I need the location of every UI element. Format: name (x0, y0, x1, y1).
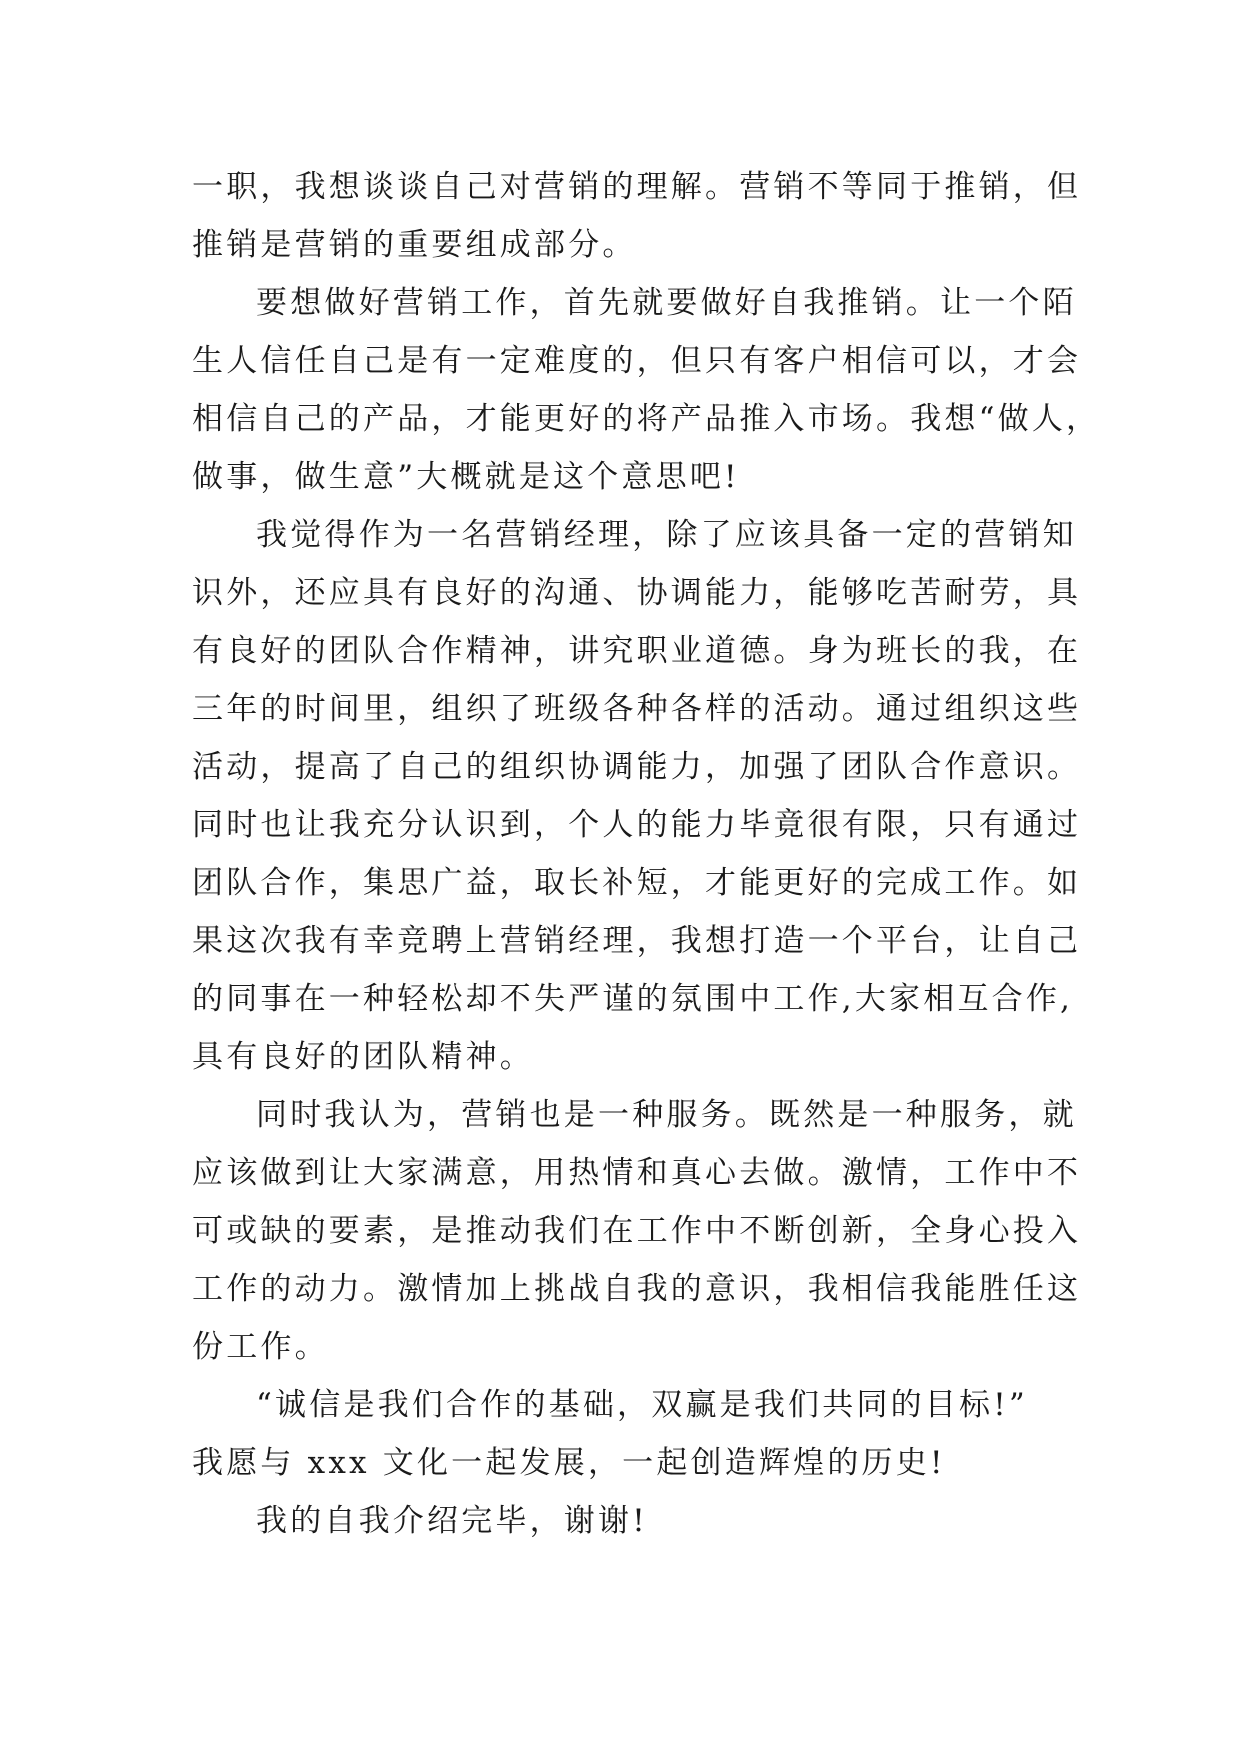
text-line: 做事，做生意”大概就是这个意思吧! (192, 459, 740, 495)
text-line: 具有良好的团队精神。 (192, 1039, 534, 1075)
text-line: 团队合作，集思广益，取长补短，才能更好的完成工作。如 (192, 865, 1082, 901)
text-line: 识外，还应具有良好的沟通、协调能力，能够吃苦耐劳，具 (192, 575, 1082, 611)
text-line: 生人信任自己是有一定难度的，但只有客户相信可以，才会 (192, 343, 1082, 379)
text-line: 份工作。 (192, 1329, 329, 1365)
text-line: 应该做到让大家满意，用热情和真心去做。激情，工作中不 (192, 1155, 1082, 1191)
paragraph-start-line: 我觉得作为一名营销经理，除了应该具备一定的营销知 (256, 517, 1077, 553)
text-line: 工作的动力。激情加上挑战自我的意识，我相信我能胜任这 (192, 1271, 1082, 1307)
paragraph-start-line: 要想做好营销工作，首先就要做好自我推销。让一个陌 (256, 285, 1077, 321)
text-line: 相信自己的产品，才能更好的将产品推入市场。我想“做人， (192, 401, 1101, 437)
text-line: 有良好的团队合作精神，讲究职业道德。身为班长的我，在 (192, 633, 1082, 669)
text-line: 的同事在一种轻松却不失严谨的氛围中工作,大家相互合作, (192, 981, 1074, 1017)
paragraph-start-line: “诚信是我们合作的基础，双赢是我们共同的目标!” (256, 1387, 1028, 1423)
text-line: 同时也让我充分认识到，个人的能力毕竟很有限，只有通过 (192, 807, 1082, 843)
text-line: 可或缺的要素，是推动我们在工作中不断创新，全身心投入 (192, 1213, 1082, 1249)
text-line: 三年的时间里，组织了班级各种各样的活动。通过组织这些 (192, 691, 1082, 727)
text-line: 推销是营销的重要组成部分。 (192, 227, 637, 263)
text-line: 活动，提高了自己的组织协调能力，加强了团队合作意识。 (192, 749, 1082, 785)
text-line: 我愿与 xxx 文化一起发展，一起创造辉煌的历史! (192, 1445, 946, 1481)
paragraph-start-line: 我的自我介绍完毕，谢谢! (256, 1503, 648, 1539)
paragraph-start-line: 同时我认为，营销也是一种服务。既然是一种服务，就 (256, 1097, 1077, 1133)
document-body (192, 158, 1101, 1550)
text-line: 一职，我想谈谈自己对营销的理解。营销不等同于推销，但 (192, 169, 1082, 205)
text-line: 果这次我有幸竞聘上营销经理，我想打造一个平台，让自己 (192, 923, 1082, 959)
